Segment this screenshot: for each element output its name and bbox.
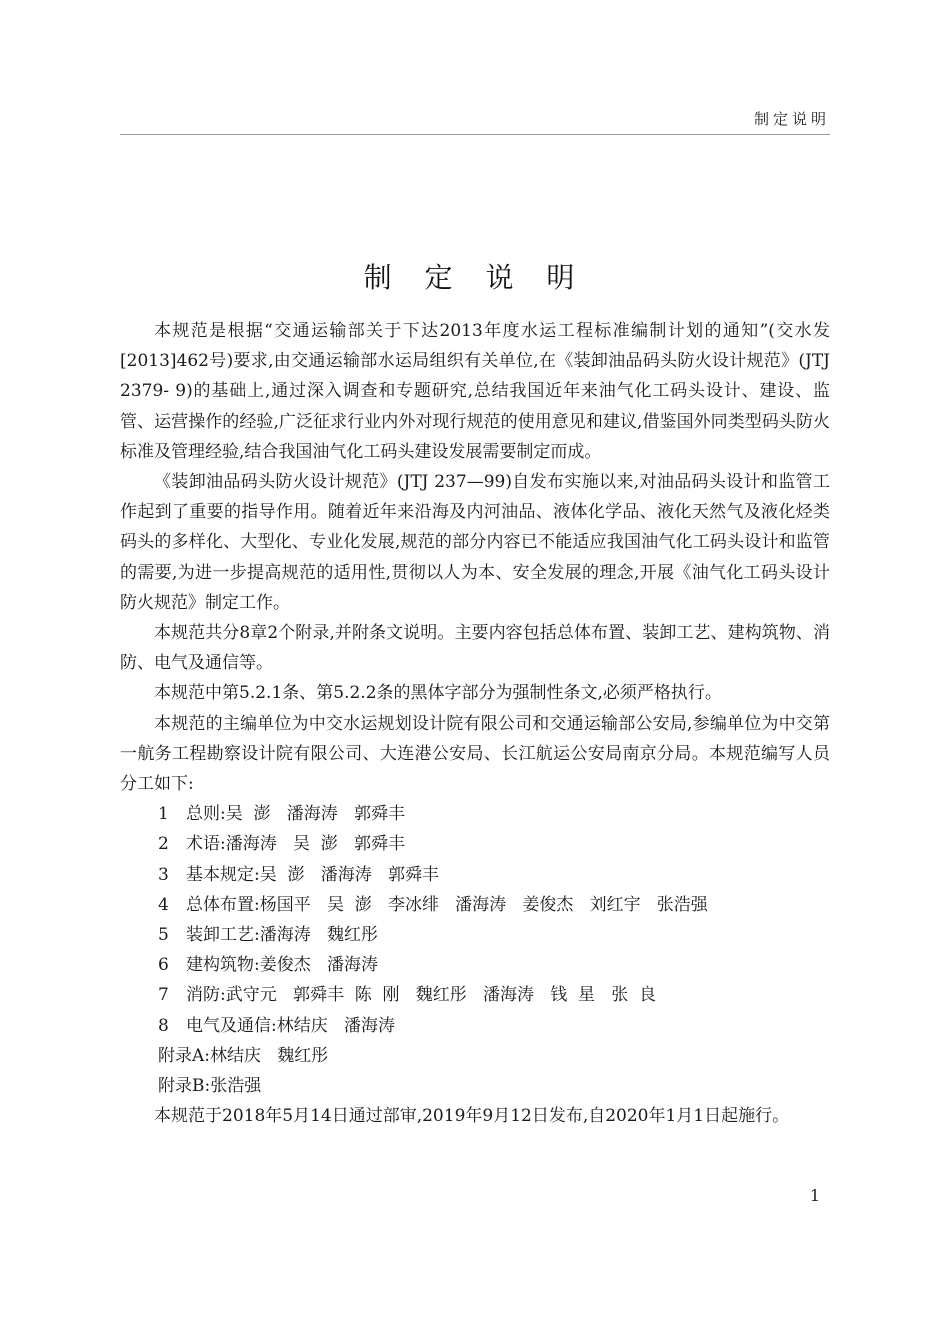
roster-item	[120, 799, 830, 829]
roster-item	[120, 860, 830, 890]
paragraph-mandatory: 本规范中第5.2.1条、第5.2.2条的黑体字部分为强制性条文,必须严格执行。	[154, 683, 722, 704]
roster-text: 消防:武守元 郭舜丰 陈 刚 魏红彤 潘海涛 钱 星 张 良	[186, 985, 657, 1006]
roster-number: 4	[158, 894, 169, 915]
roster-item	[120, 950, 830, 980]
roster-number: 6	[158, 955, 169, 976]
paragraph-background: 《装卸油品码头防火设计规范》(JTJ 237—99)自发布实施以来,对油品码头设计和监管工作起到了重要的指导作用。随着近年来沿海及内河油品、液体化学品、液化天然气及液化烃类码头的多样化、大型化、专业化发展,规范的部分内容已不能适应我国油气化工码头设计和监管的需要,为进一步提高规范的适用性,贯彻以人为本、安全发展的理念,开展《油气化工码头设计防火规范》制定工作。	[120, 472, 830, 613]
roster-item	[120, 890, 830, 920]
page-title: 制 定 说 明	[363, 261, 587, 294]
roster-number: 1	[158, 804, 169, 825]
roster-number: 5	[158, 925, 169, 946]
roster-number: 7	[158, 985, 169, 1006]
roster-item	[120, 920, 830, 950]
roster-text: 总体布置:杨国平 吴 澎 李冰绯 潘海涛 姜俊杰 刘红宇 张浩强	[186, 894, 708, 915]
roster-number: 8	[158, 1015, 169, 1036]
roster-number: 2	[158, 834, 169, 855]
roster-text: 术语:潘海涛 吴 澎 郭舜丰	[186, 834, 405, 855]
paragraph-basis: 本规范是根据“交通运输部关于下达2013年度水运工程标准编制计划的通知”(交水发[2013]462号)要求,由交通运输部水运局组织有关单位,在《装卸油品码头防火设计规范》(JTJ 2379- 9)的基础上,通过深入调查和专题研究,总结我国近年来油气化工码头设计、建设、监管、运营操作的经验,广泛征求行业内外对现行规范的使用意见和建议,借鉴国外同类型码头防火标准及管理经验,结合我国油气化工码头建设发展需要制定而成。	[120, 321, 830, 462]
paragraph-structure: 本规范共分8章2个附录,并附条文说明。主要内容包括总体布置、装卸工艺、建构筑物、消防、电气及通信等。	[120, 623, 830, 674]
appendix-item	[120, 1071, 830, 1101]
page-number: 1	[809, 1186, 820, 1205]
appendix-text: 附录A:林结庆 魏红彤	[158, 1045, 329, 1066]
paragraph-units: 本规范的主编单位为中交水运规划设计院有限公司和交通运输部公安局,参编单位为中交第一航务工程勘察设计院有限公司、大连港公安局、长江航运公安局南京分局。本规范编写人员分工如下:	[120, 713, 830, 795]
roster-text: 建构筑物:姜俊杰 潘海涛	[186, 955, 378, 976]
roster-item	[120, 1011, 830, 1041]
document-body	[120, 316, 830, 1131]
header-rule	[120, 134, 830, 135]
roster-text: 总则:吴 澎 潘海涛 郭舜丰	[186, 804, 405, 825]
running-header: 制定说明	[753, 110, 830, 128]
paragraph-closing: 本规范于2018年5月14日通过部审,2019年9月12日发布,自2020年1月1日起施行。	[154, 1106, 790, 1127]
appendix-item	[120, 1041, 830, 1071]
roster-item	[120, 980, 830, 1010]
roster-number: 3	[158, 864, 169, 885]
roster-text: 电气及通信:林结庆 潘海涛	[186, 1015, 395, 1036]
appendix-text: 附录B:张浩强	[158, 1076, 262, 1097]
roster-text: 装卸工艺:潘海涛 魏红彤	[186, 925, 378, 946]
roster-item	[120, 829, 830, 859]
roster-text: 基本规定:吴 澎 潘海涛 郭舜丰	[186, 864, 439, 885]
author-roster	[120, 799, 830, 1101]
